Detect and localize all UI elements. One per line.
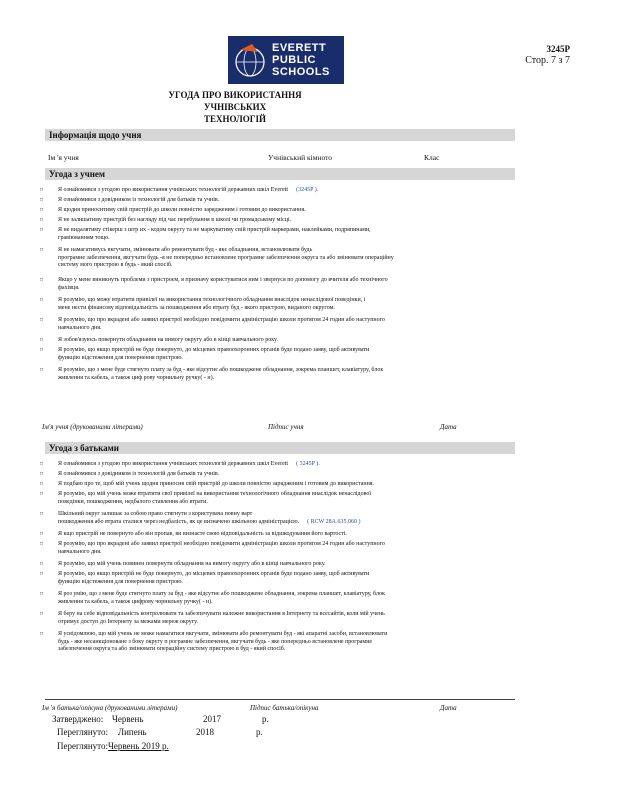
agreement-item-text [58, 207, 578, 215]
item-line: функцію відстеження для повернення пристрою. [58, 578, 183, 585]
item-line: Я розумію, що мій учень повинен повернути обладнання на вимогу округу або в кінці навчального року. [58, 561, 326, 567]
item-line: систему мого пристрою в будь - який спосіб. [58, 262, 173, 268]
logo-text-line2: PUBLIC [272, 54, 316, 66]
item-line: отримує доступ до Інтернету за межами мереж округу. [58, 618, 199, 625]
item-line: Шкільний округ залишає за собою право стягнути з користувача повну варт [58, 511, 253, 517]
item-line: Я розумію, що мій учень може втратити свої привілеї на використання технологічного обладнання внаслідок ненаслідової [58, 491, 372, 497]
revision-row [52, 714, 103, 724]
student-name-label: Ім 'я учня [48, 153, 79, 162]
item-line: Я усвідомлюю, що мій учень не може намагатися вкгучати, змінювати або ремонтувати буд - які апаратні засоби, встановлювати [58, 631, 388, 637]
item-line: Я розумію, що якщо пристрій не буде повернуто, до місцевих правоохоронних органів буде подано заяву, щоб активувати [58, 347, 370, 353]
student-agreement-heading: Угода з учнем [45, 168, 515, 180]
revision-label: Переглянуто: [57, 741, 108, 751]
agreement-item-text [58, 571, 578, 586]
agreement-item-text [58, 531, 578, 539]
item-line: пошкодження або втрата сталися через недбалість, як це визначено шкільною адміністрацією. [58, 518, 300, 525]
student-date-label: Дата [440, 423, 457, 431]
agreement-item-text [58, 277, 578, 292]
agreement-item-text [58, 461, 578, 469]
checkbox-bullet-icon: □ [40, 532, 44, 537]
agreement-item-text [58, 541, 578, 556]
everett-public-schools-logo [228, 36, 344, 84]
checkbox-bullet-icon: □ [40, 198, 44, 203]
revision-suffix: р. [262, 714, 269, 724]
item-line: Я розумію, що про вкрадені або заявил пристрої необхідно повідомити адміністрацію школи протягом 24 годин або наступного [58, 317, 385, 323]
item-line: живлення та кабель, а також цифрову чорнильну ручку( - н). [58, 598, 213, 605]
parent-agreement-heading: Угода з батьками [45, 442, 515, 454]
agreement-item-text [58, 197, 578, 205]
agreement-item-text [58, 367, 578, 382]
checkbox-bullet-icon: □ [40, 348, 44, 353]
class-label: Клас [424, 153, 440, 162]
item-line: Я щодня приноситиму свій пристрій до школи повністю зарядженим і готовим до використання. [58, 207, 306, 213]
document-title [150, 89, 320, 125]
title-line-2: ТЕХНОЛОГІЙ [204, 114, 266, 124]
checkbox-bullet-icon: □ [40, 572, 44, 577]
revision-year: 2017 [203, 714, 221, 724]
item-line: Я розумію, що про вкрадені або заявил пристрої необхідно повідомити адміністрацію школи протягом 24 годин або наступного [58, 541, 385, 547]
agreement-item-text [58, 561, 578, 569]
agreement-item-text [58, 337, 578, 345]
checkbox-bullet-icon: □ [40, 368, 44, 373]
signature-line [45, 699, 515, 700]
revision-month: Липень [118, 727, 147, 737]
revision-year: 2018 [196, 727, 214, 737]
revision-label: Затверджено: [52, 714, 104, 724]
item-line: Я розумію, що з мене буде стягнуто плату за буд - яке відсутнє або пошкоджене обладнання, зокрема планшет, клавіатуру, блок [58, 367, 384, 373]
checkbox-bullet-icon: □ [40, 318, 44, 323]
item-line: Я роз умію, що з мене буде стягнуто плату за буд - яке відсутнє або пошкоджене обладнання, зокрема планшет, клавіатуру, блок [58, 591, 385, 597]
globe-logo-icon [232, 40, 268, 80]
agreement-item-text [58, 591, 578, 606]
checkbox-bullet-icon: □ [40, 562, 44, 567]
checkbox-bullet-icon: □ [40, 338, 44, 343]
item-line: функцію відстеження для повернення пристрою. [58, 354, 183, 361]
agreement-item-text [58, 631, 578, 654]
item-line: гравіюванням тощо. [58, 234, 110, 241]
item-line: Я розумію, що можу втратити привілеї на використання технологічного обладнання внаслідок ненаслідової поведінки, і [58, 297, 366, 303]
checkbox-bullet-icon: □ [40, 228, 44, 233]
checkbox-bullet-icon: □ [40, 208, 44, 213]
item-line: навчального дня. [58, 324, 102, 331]
checkbox-bullet-icon: □ [40, 298, 44, 303]
title-line-1: УГОДА ПРО ВИКОРИСТАННЯ УЧНІВСЬКИХ [168, 90, 302, 112]
checkbox-bullet-icon: □ [40, 592, 44, 597]
checkbox-bullet-icon: □ [40, 492, 44, 497]
checkbox-bullet-icon: □ [40, 482, 44, 487]
checkbox-bullet-icon: □ [40, 512, 44, 517]
agreement-item-text [58, 297, 578, 312]
checkbox-bullet-icon: □ [40, 278, 44, 283]
item-line: Я ознайомився з угодою про використання учнівських технологій державних шкіл Everett [58, 187, 289, 193]
item-line: Я не залишатиму пристрій без нагляду під час перебування в школі чи громадському місці. [58, 217, 292, 223]
logo-text-line3: SCHOOLS [272, 66, 330, 78]
checkbox-bullet-icon: □ [40, 248, 44, 253]
item-line: забезпечення округа та або змінювати операційну систему пристрою в буд - який спосіб. [58, 646, 286, 652]
revision-month: Червень [112, 714, 144, 724]
agreement-item-text [58, 227, 578, 242]
document-code: 3245P [546, 44, 570, 54]
agreement-item-text [58, 471, 578, 479]
parent-signature-label: Підпис батька/опікуна [250, 704, 319, 712]
revision-month: Червень 2019 р. [108, 741, 169, 751]
item-line: Я подбаю про те, щоб мій учень щодня приносив свій пристрій до школи повністю зарядженим і готовим до використання. [58, 481, 375, 487]
checkbox-bullet-icon: □ [40, 612, 44, 617]
page-number: Стор. 7 з 7 [525, 55, 570, 66]
item-line: фахівця. [58, 284, 80, 291]
checkbox-bullet-icon: □ [40, 472, 44, 477]
student-info-heading: Інформація щодо учня [45, 129, 515, 141]
item-line: Я кщо пристрій не повернуто або він пропав, ви визнаєте свою відповідальність за відшкодування його вартості. [58, 531, 347, 537]
item-line: Якщо у мене виникнуть проблеми з пристроєм, я призначу користуватися ним і звернуся по допомогу до вчителя або технічного [58, 277, 388, 283]
revision-label: Переглянуто: [57, 727, 108, 737]
item-line: живлення та кабель, а також циф рову чорнильну ручку( - н). [58, 374, 215, 381]
item-line: Я ознайомився з довідником із технологій для батьків та учнів. [58, 471, 220, 477]
agreement-item-text [58, 511, 578, 526]
checkbox-bullet-icon: □ [40, 218, 44, 223]
item-line: Я ознайомився з угодою про використання учнівських технологій державних шкіл Everett [58, 461, 289, 467]
item-reference: (3245P ). [296, 187, 319, 193]
student-print-name-label: Ім'я учня (друкованими літерами) [42, 423, 143, 431]
agreement-item-text [58, 611, 578, 626]
agreement-item-text [58, 187, 578, 195]
agreement-item-text [58, 317, 578, 332]
item-line: Я не намагатимусь вкгучати, змінювати або ремонтувати буд - якє обладнання, встановлювати будь [58, 247, 313, 253]
item-line: поведінки, пошкодження, недбалого ставлення або втрати. [58, 498, 208, 505]
checkbox-bullet-icon: □ [40, 462, 44, 467]
item-reference: ( RCW 28A.635.060 ) [307, 518, 361, 525]
item-line: Я беру на себе відповідальність контролювати та забезпечувати належне використання я Інтернету та всесайтів, коли мій учень [58, 611, 385, 617]
item-line: будь - яке несанкціоноване з боку округу п рограмне забезпечення, вкгучати будь - яке попередньо встановлене програмне [58, 638, 373, 645]
parent-date-label: Дата [440, 704, 457, 712]
agreement-item-text [58, 481, 578, 489]
revision-suffix: р. [256, 727, 263, 737]
item-reference: ( 3245P ). [296, 461, 320, 467]
logo-text-line1: EVERETT [272, 42, 327, 54]
item-line: мене нести фінансову відповідальність за пошкодження або втрату буд - якого пристрою, виданого округом. [58, 304, 335, 311]
item-line: навчального дня. [58, 548, 102, 555]
parent-print-name-label: Ім 'я батька/опікуна (друкованими літерами) [42, 704, 178, 712]
agreement-item-text [58, 247, 578, 270]
checkbox-bullet-icon: □ [40, 542, 44, 547]
student-room-label: Учнівський кімното [268, 153, 333, 162]
checkbox-bullet-icon: □ [40, 632, 44, 637]
agreement-item-text [58, 347, 578, 362]
checkbox-bullet-icon: □ [40, 188, 44, 193]
item-line: програмне забезпечення, вкгучати будь -я не попередньо встановлене програмне забезпечення округа та або змінювати операційну [58, 254, 394, 261]
item-line: Я зобов'язуюсь повернути обладнання на вимогу округу або в кінці навчального року. [58, 337, 278, 343]
agreement-item-text [58, 217, 578, 225]
student-signature-label: Підпис учня [268, 423, 304, 431]
item-line: Я не видалятиму стікерш з штр их - кодом округу та не маркуватиму свій пристрій маркерами, наклейками, подряпинами, [58, 227, 371, 233]
agreement-item-text [58, 491, 578, 506]
item-line: Я розумію, що якщо пристрій не буде повернуто, до місцевих правоохоронних органів буде подано заяву, щоб активувати [58, 571, 370, 577]
item-line: Я ознайомився з довідником із технологій для батьків та учнів. [58, 197, 220, 203]
